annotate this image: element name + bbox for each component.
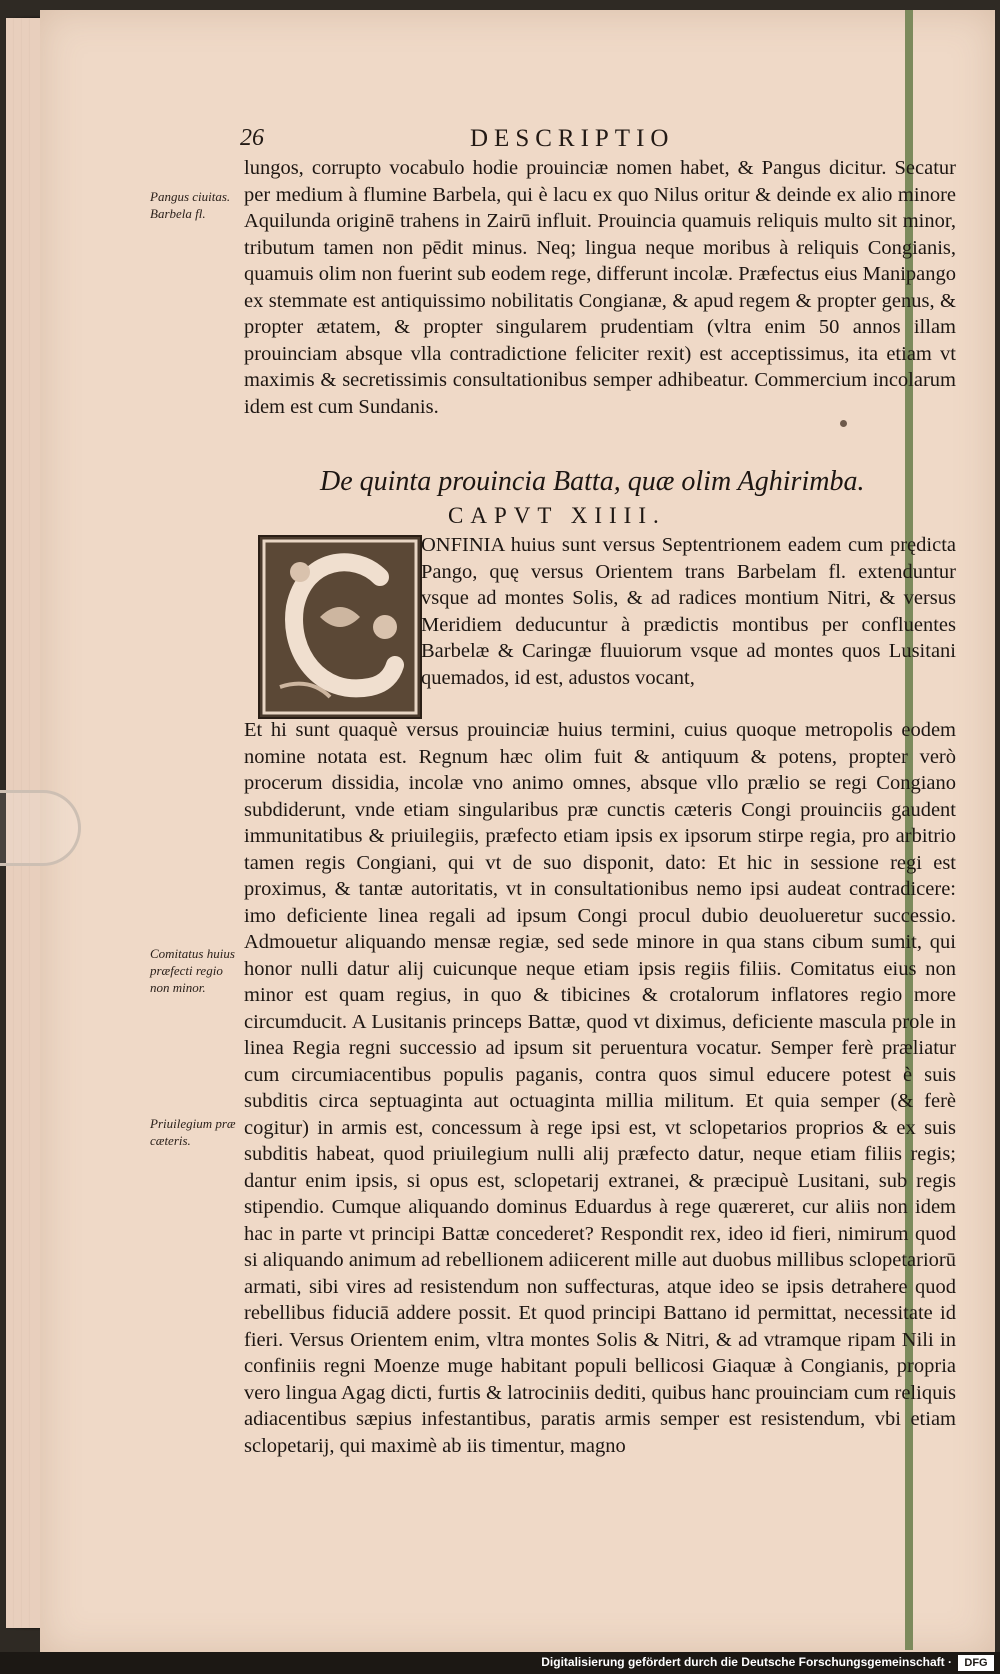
paragraph-batta-borders: ONFINIA huius sunt versus Septentrionem eadem cum prędicta Pango, quę versus Orientem trans Barbelam fl. extenduntur vsque ad montes Solis, & ad radices montium Nitri, & versus Meridiem deducuntur à prædictis montibus per confluentes Barbelæ & Caringæ fluuiorum vsque ad montes quos Lusitani quemados, id est, adustos vocant,	[421, 534, 956, 689]
chapter-title: De quinta prouincia Batta, quæ olim Aghirimba.	[320, 466, 865, 497]
running-title: DESCRIPTIO	[470, 125, 675, 152]
dfg-logo-icon: DFG	[958, 1655, 994, 1671]
digitization-footer	[0, 1652, 1000, 1674]
page-clip	[0, 790, 81, 866]
chapter-number: CAPVT XIIII.	[448, 503, 666, 528]
decorated-initial-c	[258, 535, 422, 719]
margin-note: Priuilegium præ cæteris.	[150, 1116, 236, 1148]
margin-note: Pangus ciuitas. Barbela fl.	[150, 189, 231, 221]
page-header	[240, 125, 960, 155]
margin-note: Comitatus huius præfecti regio non minor.	[150, 946, 235, 995]
paragraph-pango: lungos, corrupto vocabulo hodie prouinciæ nomen habet, & Pangus dicitur. Secatur per medium à flumine Barbela, qui è lacu ex quo Nilus oritur & deinde ex alio minore Aquilunda originē trahens in Zairū influit. Prouincia quamuis reliquis multo sit minor, tributum tamen non pēdit minus. Neq; lingua neque moribus à reliquis Congianis, quamuis olim non fuerint sub eodem rege, differunt incolæ. Præfectus eius Manipango ex stemmate est antiquissimo nobilitatis Congianæ, & apud regem & propter genus, & propter ætatem, & propter singularem prudentiam (vltra enim 50 annos illam prouinciam absque vlla contradictione feliciter rexit) est acceptissimus, ita etiam vt maximis & secretissimis consultationibus semper adhibeatur. Commercium incolarum idem est cum Sundanis.	[244, 157, 956, 418]
footer-credit: Digitalisierung gefördert durch die Deutsche Forschungsgemeinschaft ·	[541, 1655, 952, 1669]
ink-dot	[840, 420, 847, 427]
paragraph-batta: Et hi sunt quaquè versus prouinciæ huius termini, cuius quoque metropolis eodem nomine notata est. Regnum hæc olim fuit & antiquum & potens, propter verò procerum dissidia, incolæ vno animo omnes, absque vllo prælio se regi Congiano subdiderunt, vnde etiam singularibus præ cunctis cæteris Congi prouinciis gaudent immunitatibus & priuilegiis, præfecto etiam ipsis ex ipsorum stirpe regia, pro arbitrio tamen regis Congiani, qui vt de suo disponit, dato: Et hic in sessione regi est proximus, & tantæ autoritatis, vt in consultationibus nemo ipsi audeat contradicere: imo deficiente linea regali ad ipsum Congi procul dubio deuolueretur successio. Admouetur aliquando mensæ regiæ, sed sede minore in qua stans cibum sumit, qui honor nulli datur alij cuicunque neque etiam ipsis regiis filiis. Comitatus eius non minor est quam regius, in quo & tibicines & crotalorum inflatores regio more circumducit. A Lusitanis princeps Battæ, quod vt diximus, deficiente mascula prole in linea Regia regni successio ad ipsum sit peruentura vocatur. Semper ferè præliatur cum circumiacentibus populis paganis, contra quos simul educere potest è suis subditis circa septuaginta aut octuaginta millia militum. Et quia semper (& ferè cogitur) in armis est, concessum à rege ipsi est, vt sclopetarios proprios & ex suis subditis habeat, quod priuilegium nulli alij præfecto datur, neque etiam filiis regis; dantur enim ipsis, si opus est, sclopetarij extranei, & præcipuè Lusitani, sub regis stipendio. Cumque aliquando dominus Eduardus à rege quæreret, cur aliis non idem hac in parte vt principi Battæ concederet? Respondit rex, ideo id fieri, nimirum quod si aliquando animum ad rebellionem adiicerent mille aut duobus millibus sclopetariorū armati, sibi vires ad resistendum non suffecturas, atque ideo se ipsis detrahere quod rebellibus fiduciā addere possit. Et quod principi Battano id permittat, necessitate id fieri. Versus Orientem enim, vltra montes Solis & Nitri, & ad vtramque ripam Nili in confiniis regni Moenze muge habitant populi bellicosi Giaquæ à Congianis, propria vero lingua Agag dicti, furtis & latrociniis dediti, quibus hanc prouinciam cum reliquis adiacentibus sæpius infestantibus, paratis armis semper est resistendum, vbi etiam sclopetarij, qui maximè ab iis timentur, magno	[244, 719, 956, 1457]
page-number: 26	[240, 125, 264, 151]
woodcut-initial-icon	[260, 537, 420, 717]
